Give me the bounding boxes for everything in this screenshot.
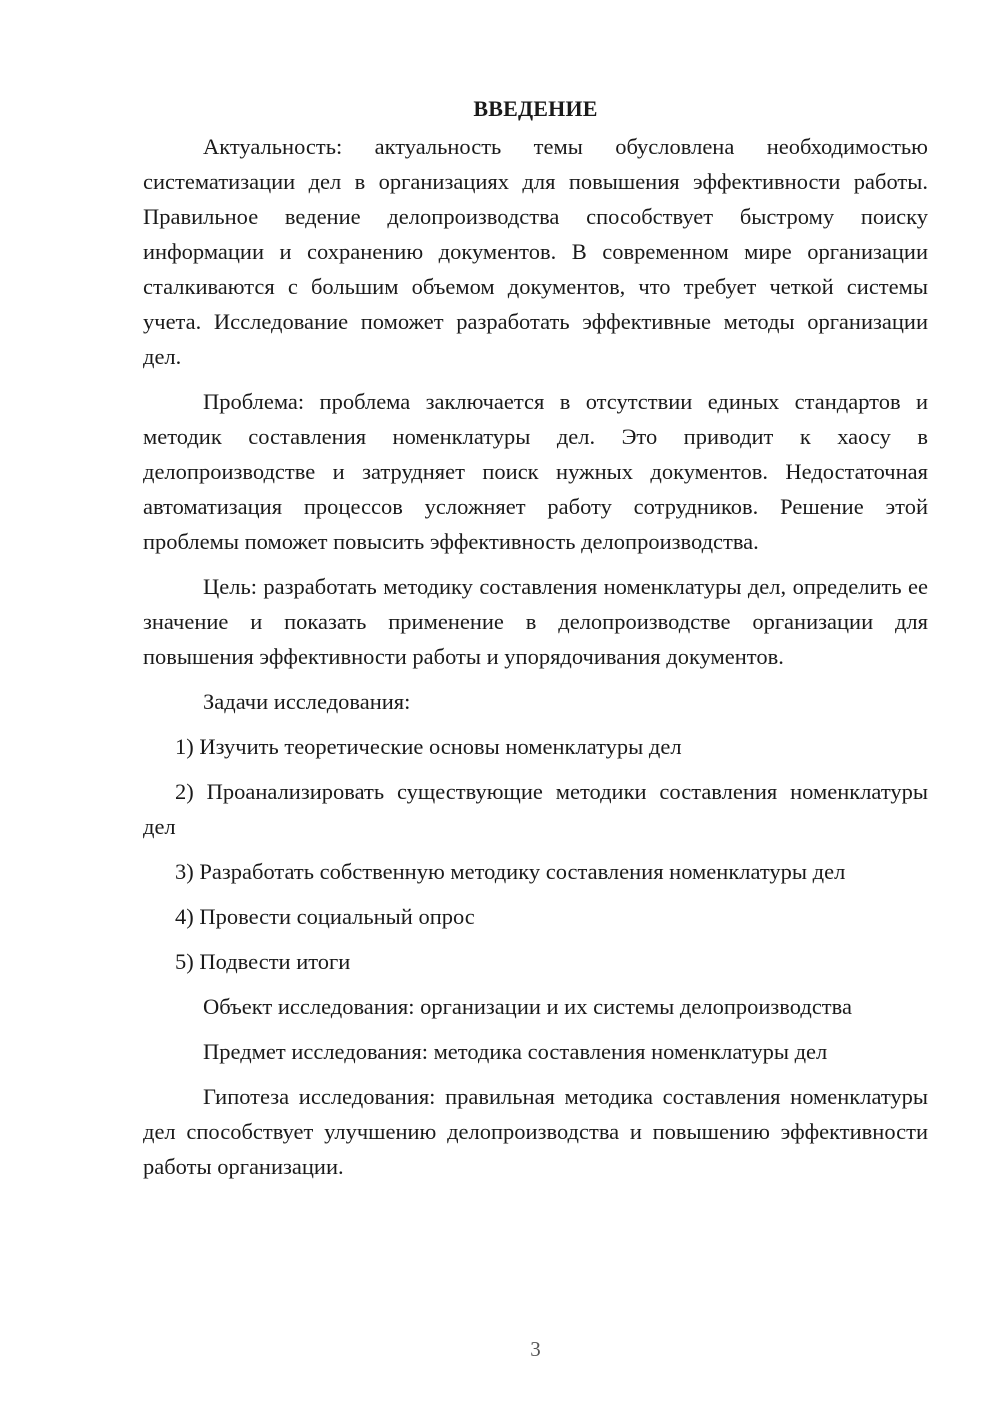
goal-paragraph: Цель: разработать методику составления номенклатуры дел, определить ее значение и показать применение в делопроизводстве организации для повышения эффективности работы и упорядочивания документов. [143, 574, 928, 669]
relevance-paragraph: Актуальность: актуальность темы обусловлена необходимостью систематизации дел в организациях для повышения эффективности работы. Правильное ведение делопроизводства способствует быстрому поиску информации и сохранению документов. В современном мире организации сталкиваются с большим объемом документов, что требует четкой системы учета. Исследование поможет разработать эффективные методы организации дел. [143, 134, 928, 369]
task-item-1: 1) Изучить теоретические основы номенклатуры дел [175, 734, 682, 759]
section-heading: ВВЕДЕНИЕ [473, 96, 598, 121]
tasks-title: Задачи исследования: [203, 689, 411, 714]
hypothesis-paragraph: Гипотеза исследования: правильная методика составления номенклатуры дел способствует улучшению делопроизводства и повышению эффективности работы организации. [143, 1084, 928, 1179]
research-subject: Предмет исследования: методика составления номенклатуры дел [203, 1039, 828, 1064]
task-item-3: 3) Разработать собственную методику составления номенклатуры дел [175, 859, 846, 884]
page-number: 3 [530, 1337, 541, 1361]
document-body [143, 93, 928, 1194]
task-item-2: 2) Проанализировать существующие методики составления номенклатуры дел [143, 779, 928, 839]
task-item-5: 5) Подвести итоги [175, 949, 351, 974]
problem-paragraph: Проблема: проблема заключается в отсутствии единых стандартов и методик составления номенклатуры дел. Это приводит к хаосу в делопроизводстве и затрудняет поиск нужных документов. Недостаточная автоматизация процессов усложняет работу сотрудников. Решение этой проблемы поможет повысить эффективность делопроизводства. [143, 389, 928, 554]
research-object: Объект исследования: организации и их системы делопроизводства [203, 994, 852, 1019]
task-item-4: 4) Провести социальный опрос [175, 904, 475, 929]
